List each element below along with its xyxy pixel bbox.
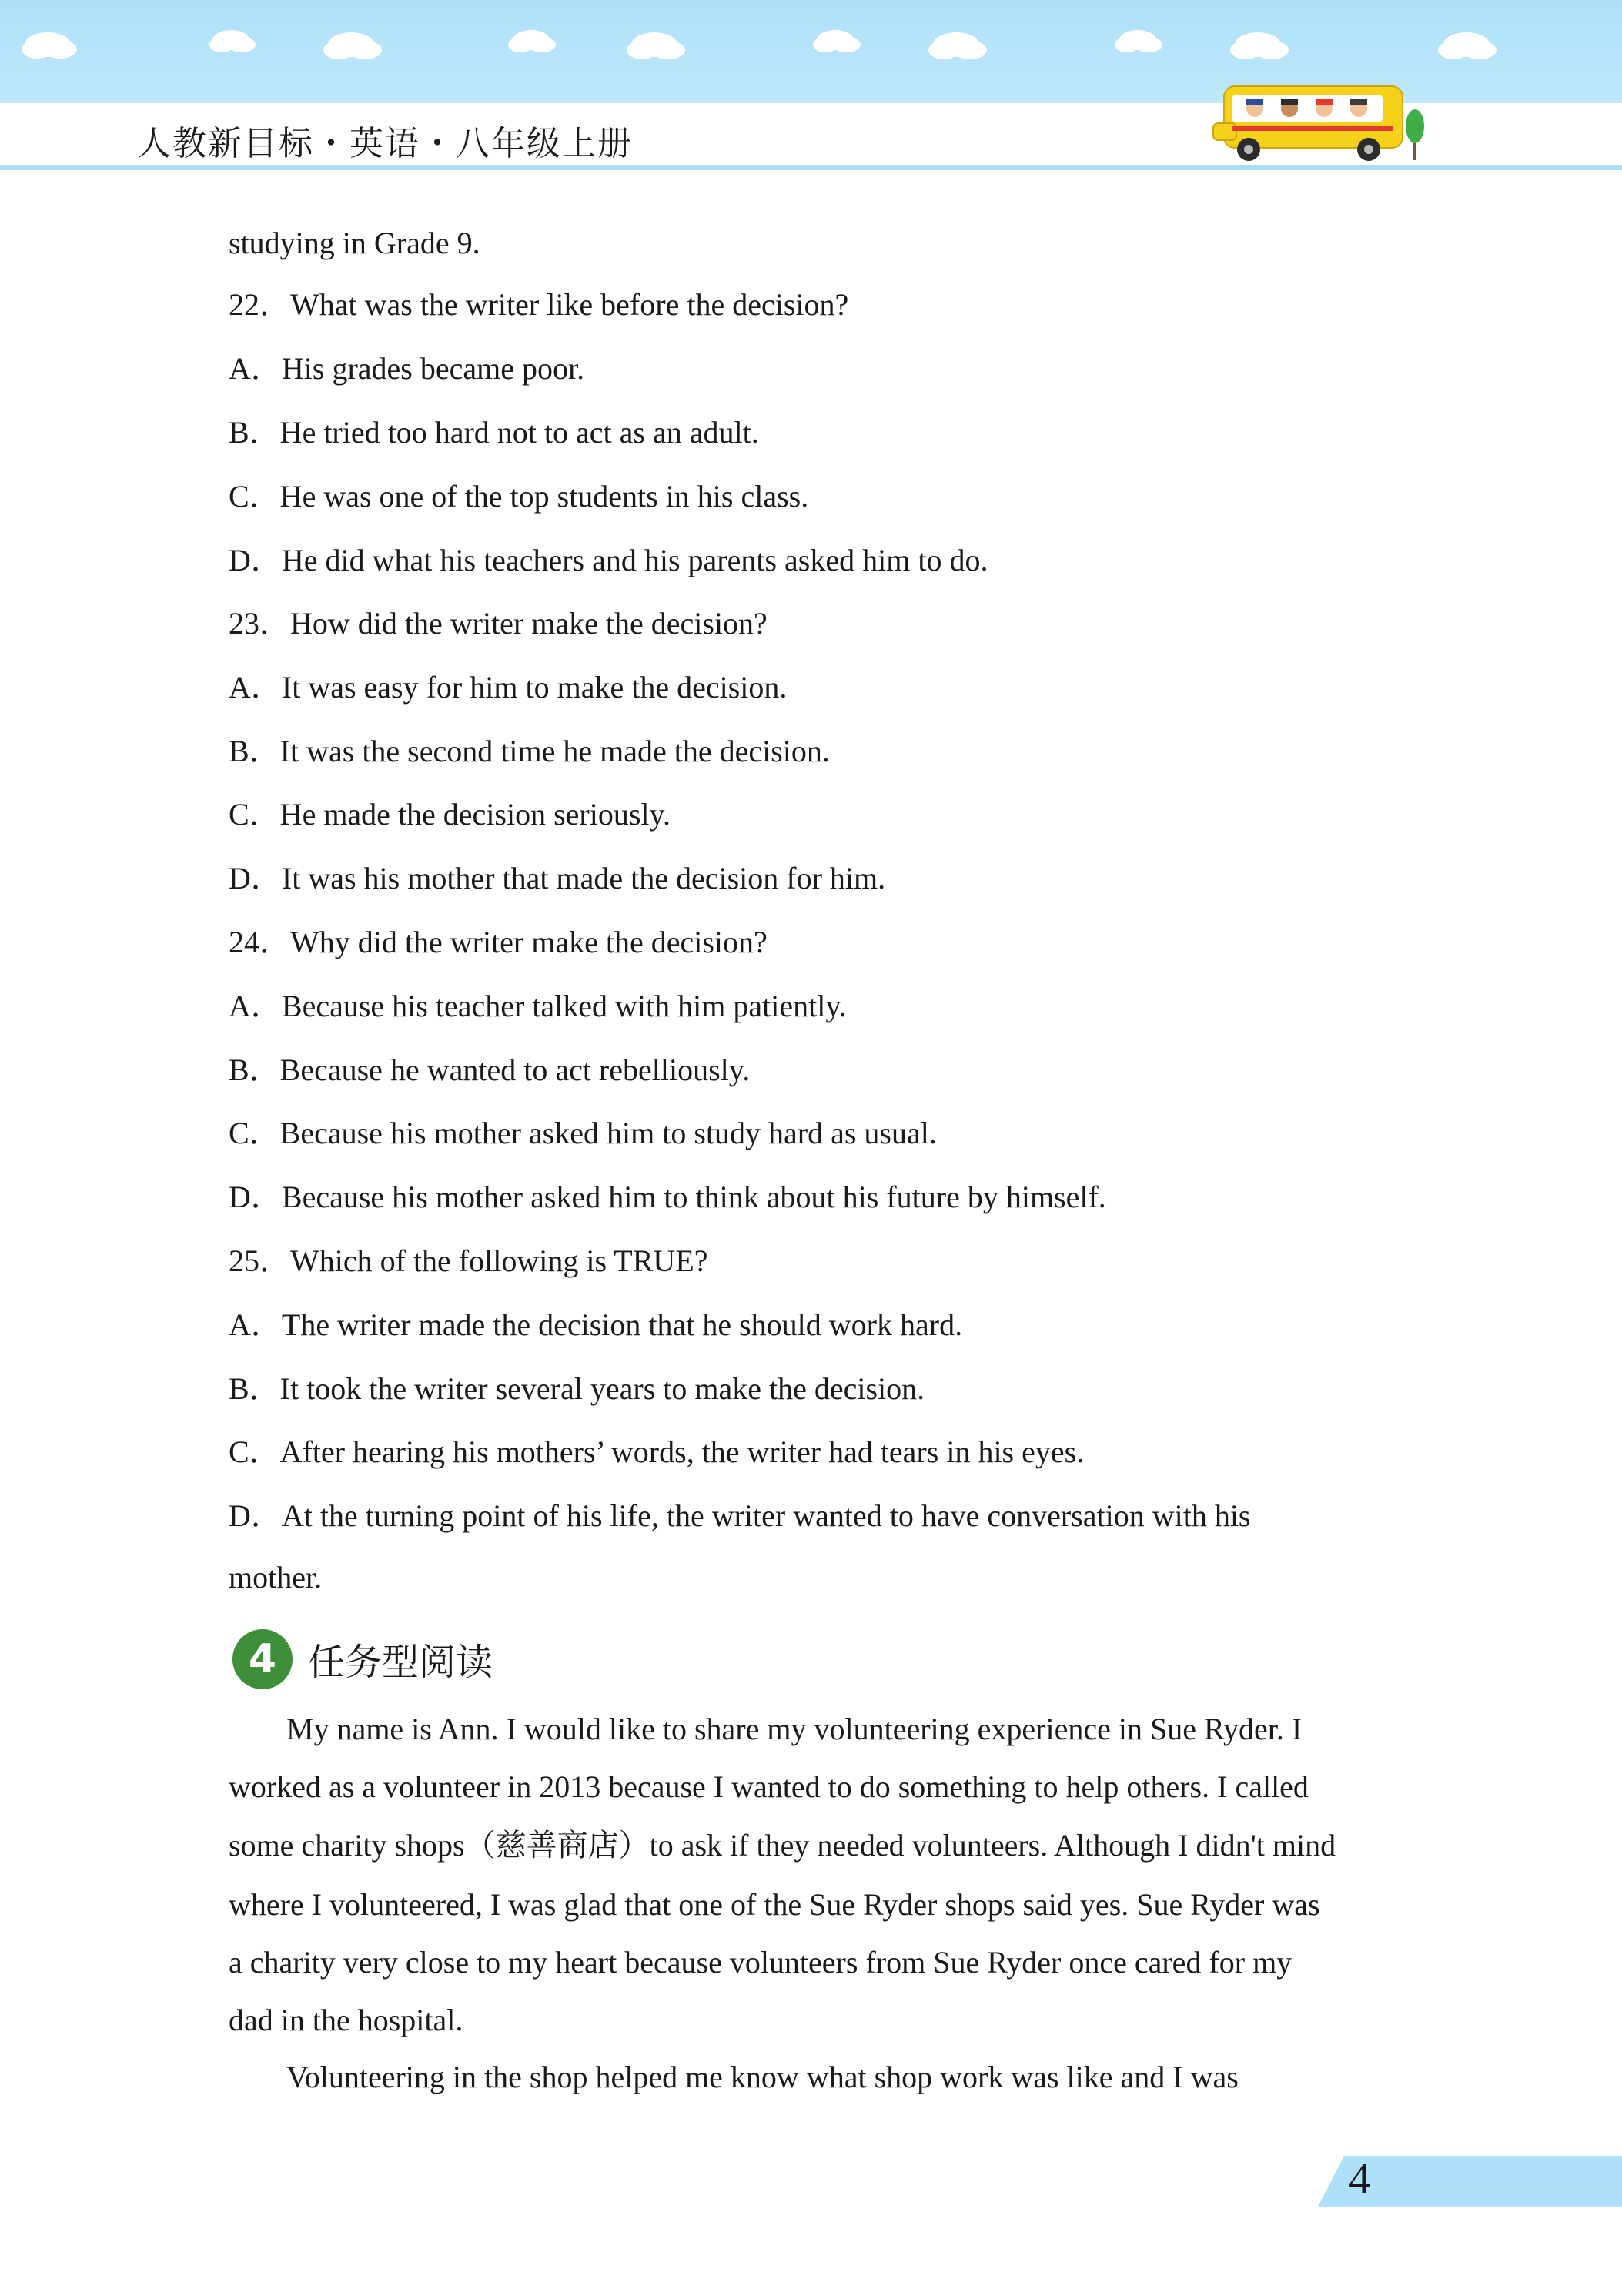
text-line: studying in Grade 9. <box>229 226 480 260</box>
passage-line: Volunteering in the shop helped me know what shop work was like and I was <box>286 2060 1239 2094</box>
answer-option: C．He made the decision seriously. <box>229 797 671 832</box>
text-line: mother. <box>229 1560 323 1595</box>
answer-option: D．It was his mother that made the decision for him. <box>229 861 886 895</box>
answer-option: D．At the turning point of his life, the writer wanted to have conversation with his <box>229 1498 1251 1533</box>
section-title: 任务型阅读 <box>308 1641 493 1684</box>
answer-option: A．Because his teacher talked with him patiently. <box>229 989 847 1023</box>
question-stem: 25．Which of the following is TRUE? <box>229 1243 708 1278</box>
answer-option: B．It was the second time he made the decision. <box>229 734 830 768</box>
answer-option: C．Because his mother asked him to study hard as usual. <box>229 1116 937 1150</box>
passage-line: worked as a volunteer in 2013 because I wanted to do something to help others. I called <box>229 1769 1309 1804</box>
passage-line: dad in the hospital. <box>229 2003 463 2037</box>
answer-option: A．His grades became poor. <box>229 351 585 386</box>
answer-option: D．Because his mother asked him to think about his future by himself. <box>229 1180 1106 1214</box>
passage-line: some charity shops（慈善商店）to ask if they needed volunteers. Although I didn't mind <box>229 1828 1336 1863</box>
answer-option: C．After hearing his mothers’ words, the writer had tears in his eyes. <box>229 1434 1085 1469</box>
question-stem: 24．Why did the writer make the decision? <box>229 925 768 959</box>
answer-option: A．It was easy for him to make the decision. <box>229 670 788 705</box>
passage-line: My name is Ann. I would like to share my volunteering experience in Sue Ryder. I <box>286 1712 1303 1746</box>
school-bus-icon <box>1209 79 1432 171</box>
question-stem: 23．How did the writer make the decision? <box>229 606 768 641</box>
answer-option: B．Because he wanted to act rebelliously. <box>229 1053 751 1087</box>
section-number-badge: 4 <box>232 1629 293 1689</box>
passage-line: a charity very close to my heart because volunteers from Sue Ryder once cared for my <box>229 1945 1293 1980</box>
answer-option: A．The writer made the decision that he should work hard. <box>229 1307 963 1342</box>
book-title: 人教新目标・英语・八年级上册 <box>137 124 633 163</box>
passage-line: where I volunteered, I was glad that one of the Sue Ryder shops said yes. Sue Ryder was <box>229 1887 1320 1922</box>
question-stem: 22．What was the writer like before the decision? <box>229 287 849 322</box>
answer-option: B．It took the writer several years to make the decision. <box>229 1371 925 1406</box>
answer-option: C．He was one of the top students in his class. <box>229 479 809 514</box>
answer-option: B．He tried too hard not to act as an adult. <box>229 415 759 450</box>
page-number: 4 <box>1349 2155 1370 2203</box>
answer-option: D．He did what his teachers and his parents asked him to do. <box>229 543 988 577</box>
